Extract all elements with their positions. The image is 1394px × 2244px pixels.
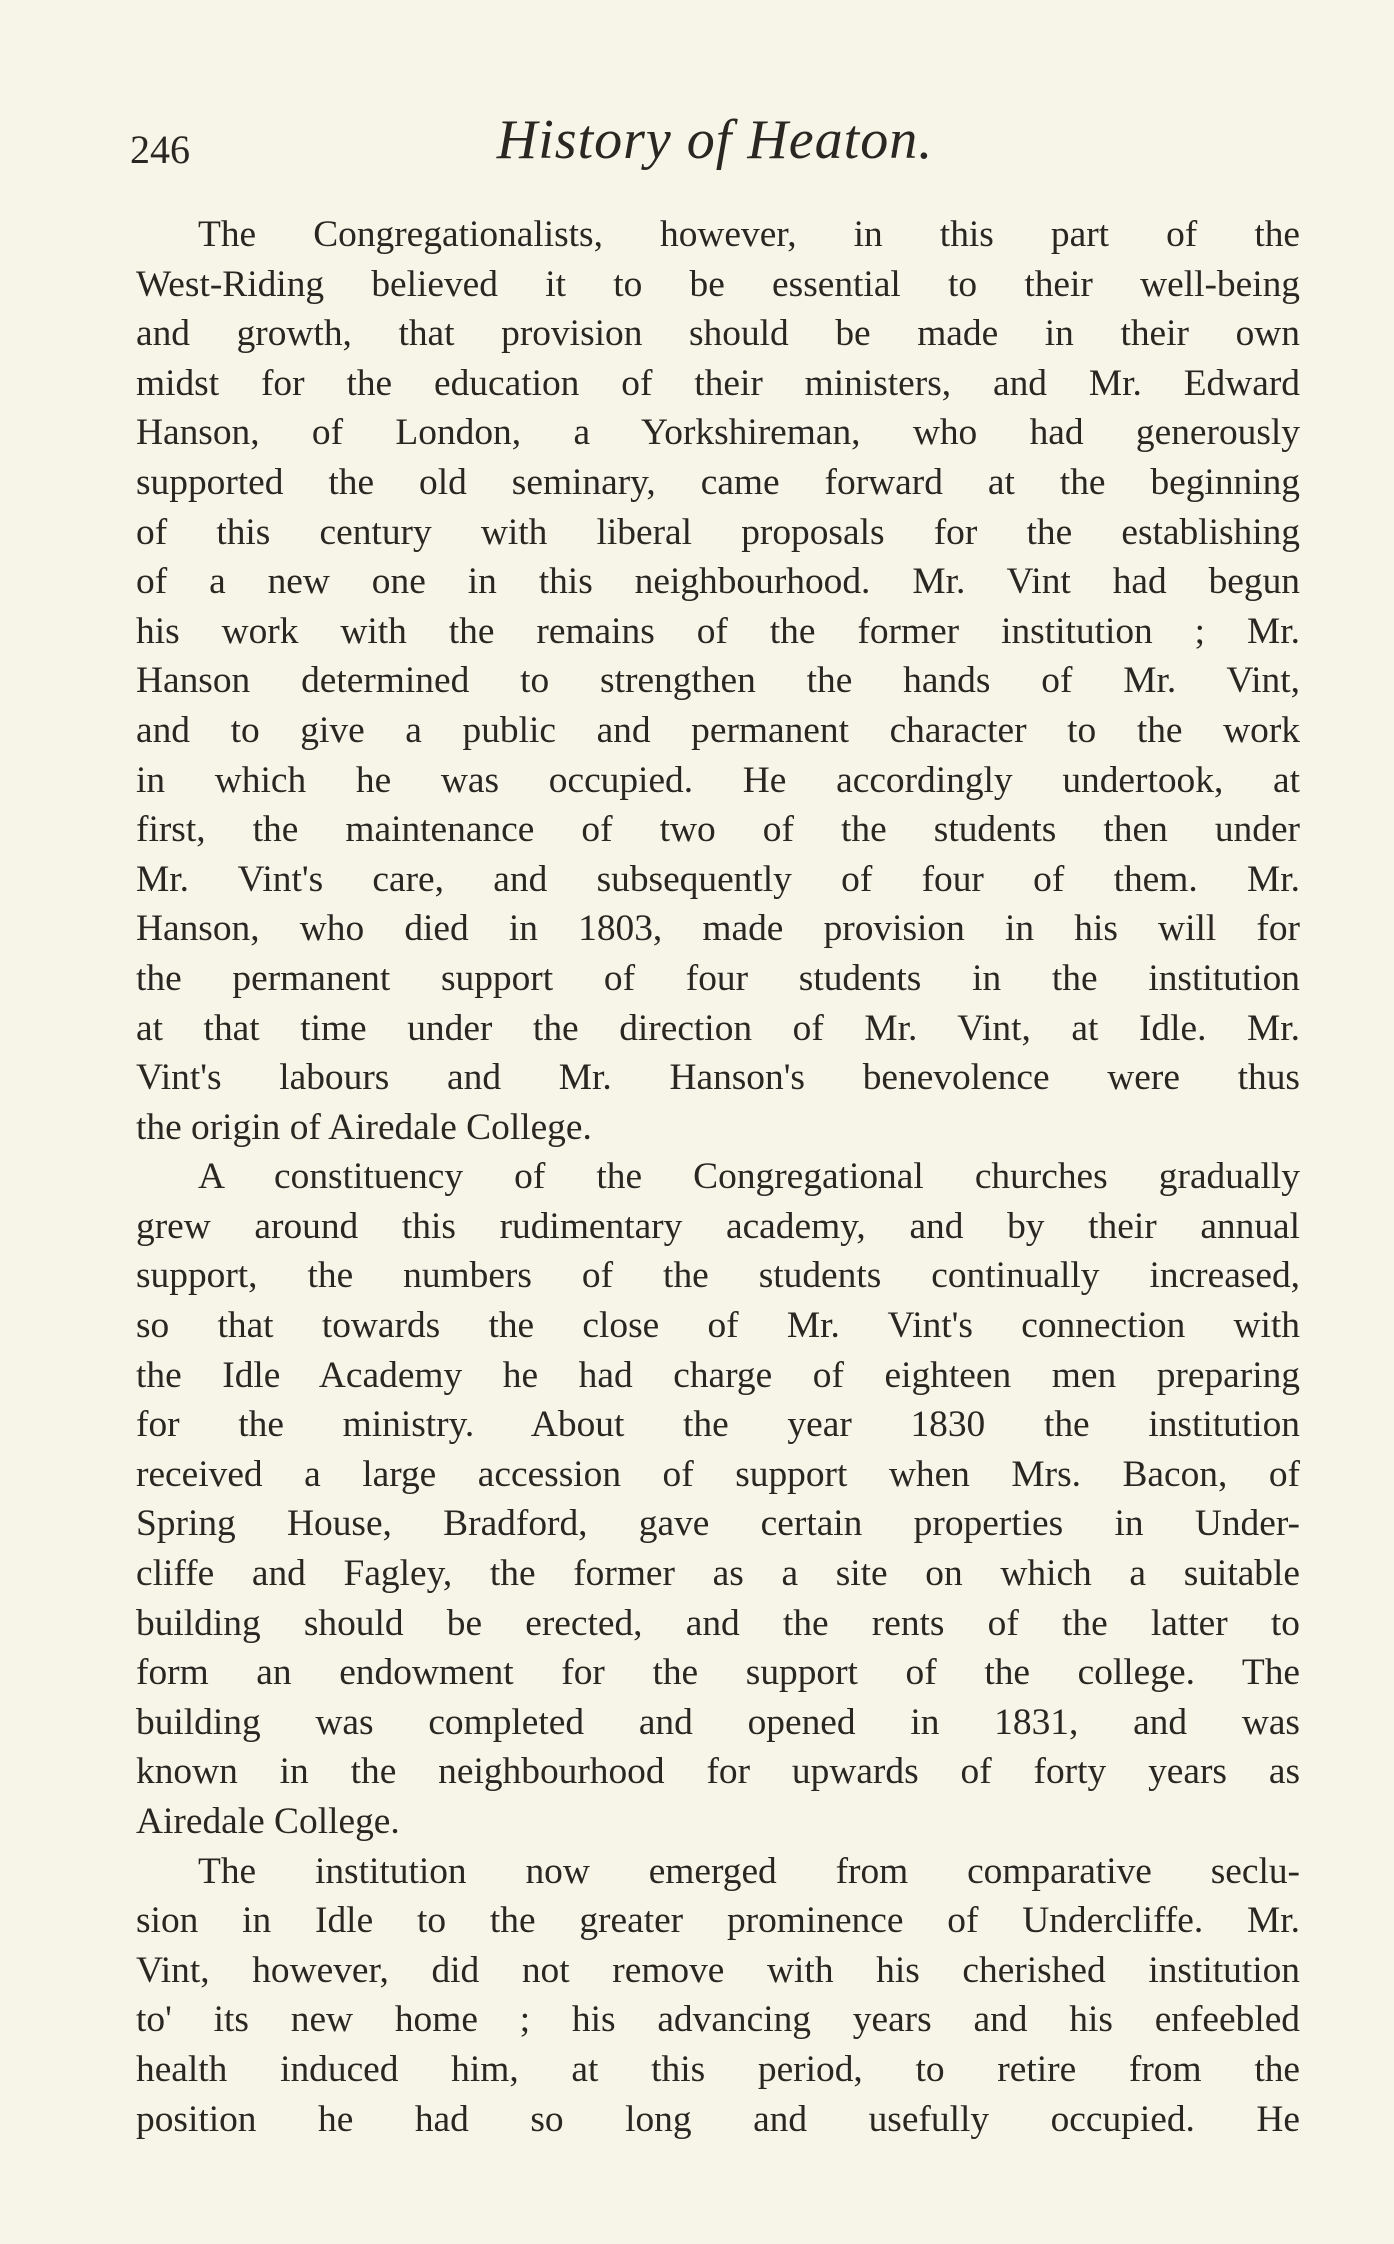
text-line: Vint, however, did not remove with his cherished institution <box>136 1949 1300 1991</box>
text-line: at that time under the direction of Mr. Vint, at Idle. Mr. <box>136 1007 1300 1049</box>
text-line: The institution now emerged from comparative seclu- <box>198 1850 1300 1892</box>
text-line: health induced him, at this period, to retire from the <box>136 2048 1300 2090</box>
text-line: building should be erected, and the rents of the latter to <box>136 1602 1300 1644</box>
text-line: first, the maintenance of two of the students then under <box>136 809 1300 851</box>
text-line: his work with the remains of the former institution ; Mr. <box>136 610 1300 652</box>
running-title: History of Heaton. <box>496 109 934 171</box>
text-line: form an endowment for the support of the college. The <box>136 1652 1300 1694</box>
text-line: to' its new home ; his advancing years and his enfeebled <box>136 1999 1300 2041</box>
text-line: for the ministry. About the year 1830 the institution <box>136 1404 1300 1446</box>
text-line: Hanson, who died in 1803, made provision in his will for <box>136 908 1300 950</box>
text-line: Spring House, Bradford, gave certain properties in Under- <box>136 1503 1300 1545</box>
text-line: the origin of Airedale College. <box>136 1106 592 1148</box>
text-line: Airedale College. <box>136 1801 400 1842</box>
text-line: Vint's labours and Mr. Hanson's benevolence were thus <box>136 1057 1300 1099</box>
text-line: West-Riding believed it to be essential to their well-being <box>136 263 1300 305</box>
body-text <box>136 210 1300 2144</box>
text-line: grew around this rudimentary academy, and by their annual <box>136 1205 1300 1247</box>
text-line: the Idle Academy he had charge of eighteen men preparing <box>136 1354 1300 1396</box>
text-line: of a new one in this neighbourhood. Mr. Vint had begun <box>136 561 1300 603</box>
text-line: building was completed and opened in 1831, and was <box>136 1701 1300 1743</box>
text-line: of this century with liberal proposals for the establishing <box>136 511 1300 553</box>
text-line: sion in Idle to the greater prominence of Undercliffe. Mr. <box>136 1900 1300 1942</box>
text-line: the permanent support of four students in the institution <box>136 957 1300 999</box>
text-line: position he had so long and usefully occupied. He <box>136 2098 1300 2140</box>
text-line: in which he was occupied. He accordingly undertook, at <box>136 759 1300 801</box>
text-line: A constituency of the Congregational churches gradually <box>198 1156 1300 1198</box>
text-line: midst for the education of their ministers, and Mr. Edward <box>136 362 1300 404</box>
text-line: and growth, that provision should be made in their own <box>136 313 1300 355</box>
text-line: Mr. Vint's care, and subsequently of four of them. Mr. <box>136 858 1300 900</box>
page-number: 246 <box>130 127 190 172</box>
text-line: Hanson, of London, a Yorkshireman, who had generously <box>136 412 1300 454</box>
text-line: The Congregationalists, however, in this part of the <box>198 214 1300 255</box>
text-line: support, the numbers of the students continually increased, <box>136 1255 1300 1297</box>
text-line: so that towards the close of Mr. Vint's connection with <box>136 1305 1300 1347</box>
text-line: known in the neighbourhood for upwards of forty years as <box>136 1751 1300 1793</box>
text-line: supported the old seminary, came forward at the beginning <box>136 461 1300 503</box>
text-line: Hanson determined to strengthen the hands of Mr. Vint, <box>136 660 1300 702</box>
text-line: and to give a public and permanent character to the work <box>136 709 1300 751</box>
text-line: cliffe and Fagley, the former as a site on which a suitable <box>136 1553 1300 1595</box>
page-header <box>130 108 1300 188</box>
text-line: received a large accession of support when Mrs. Bacon, of <box>136 1453 1300 1495</box>
